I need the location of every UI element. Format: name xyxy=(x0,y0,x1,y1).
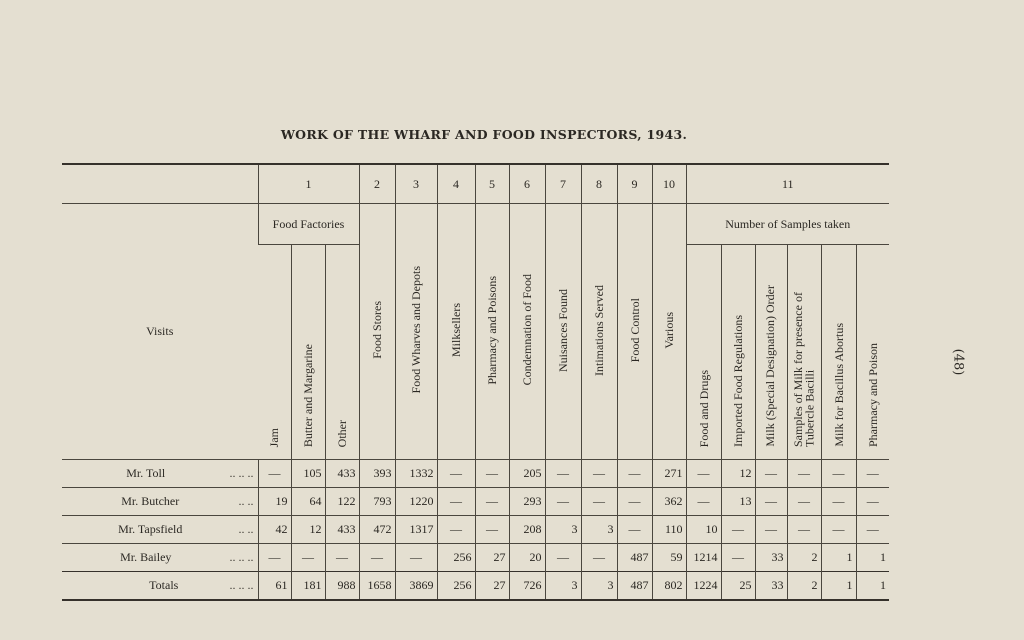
table-cell: — xyxy=(617,516,652,544)
column-header xyxy=(325,245,359,460)
column-header-label: Intimations Served xyxy=(592,284,606,376)
table-row xyxy=(62,460,889,488)
table-cell: 1214 xyxy=(686,544,721,572)
table-cell: — xyxy=(437,516,475,544)
table-cell: — xyxy=(755,516,787,544)
table-cell: — xyxy=(721,544,755,572)
table-cell: 2 xyxy=(787,572,821,601)
table-cell: 12 xyxy=(721,460,755,488)
column-header-label: Condemnation of Food xyxy=(520,274,534,386)
table-cell: — xyxy=(395,544,437,572)
column-number: 1 xyxy=(258,164,359,204)
samples-taken-header: Number of Samples taken xyxy=(686,204,889,245)
table-cell: — xyxy=(258,544,291,572)
column-header xyxy=(787,245,821,460)
table-cell: 472 xyxy=(359,516,395,544)
table-cell: — xyxy=(856,488,889,516)
table-cell: — xyxy=(821,516,856,544)
column-header-label: Food and Drugs xyxy=(696,369,711,447)
table-cell: — xyxy=(545,544,581,572)
table-cell: 13 xyxy=(721,488,755,516)
row-label: Mr. Bailey xyxy=(120,550,172,564)
table-cell: 293 xyxy=(509,488,545,516)
table-cell: — xyxy=(787,516,821,544)
table-cell: 988 xyxy=(325,572,359,601)
table-cell: 1224 xyxy=(686,572,721,601)
table-cell: 12 xyxy=(291,516,325,544)
table-cell: — xyxy=(581,544,617,572)
table-cell: 393 xyxy=(359,460,395,488)
column-number: 7 xyxy=(545,164,581,204)
column-header xyxy=(258,245,291,460)
table-cell: — xyxy=(545,488,581,516)
table-cell: 181 xyxy=(291,572,325,601)
column-header-label: Food Stores xyxy=(370,301,384,359)
table-cell: 433 xyxy=(325,460,359,488)
row-label: Totals xyxy=(149,578,179,592)
table-cell: 1 xyxy=(821,544,856,572)
page-number: (48) xyxy=(950,348,966,376)
table-cell: 487 xyxy=(617,544,652,572)
page-title: WORK OF THE WHARF AND FOOD INSPECTORS, 1943. xyxy=(280,127,688,142)
inspector-name xyxy=(62,544,258,572)
inspector-name xyxy=(62,460,258,488)
table-cell: 27 xyxy=(475,572,509,601)
table-cell: 19 xyxy=(258,488,291,516)
column-header xyxy=(821,245,856,460)
table-cell: 59 xyxy=(652,544,686,572)
food-factories-header: Food Factories xyxy=(258,204,359,245)
totals-row xyxy=(62,572,889,601)
table-cell: 42 xyxy=(258,516,291,544)
table-cell: — xyxy=(291,544,325,572)
table-cell: 122 xyxy=(325,488,359,516)
row-label: Mr. Toll xyxy=(126,466,166,480)
column-number: 11 xyxy=(686,164,889,204)
column-header-label: Nuisances Found xyxy=(556,288,570,372)
table-cell: — xyxy=(821,460,856,488)
table-cell: — xyxy=(581,460,617,488)
column-header xyxy=(509,204,545,460)
leader-dots: .. .. .. xyxy=(229,550,254,564)
column-header-label: Food Control xyxy=(627,297,642,363)
column-header xyxy=(686,245,721,460)
table-cell: 1658 xyxy=(359,572,395,601)
table-cell: 20 xyxy=(509,544,545,572)
column-header xyxy=(755,245,787,460)
column-header-label: Imported Food Regulations xyxy=(731,315,745,447)
column-header-label: Milksellers xyxy=(449,303,463,357)
table-cell: — xyxy=(437,460,475,488)
table-cell: 3869 xyxy=(395,572,437,601)
table-cell: 2 xyxy=(787,544,821,572)
leader-dots: .. .. xyxy=(238,522,254,536)
column-header xyxy=(437,204,475,460)
column-number: 10 xyxy=(652,164,686,204)
visits-header: Visits xyxy=(146,324,174,338)
table-cell: 64 xyxy=(291,488,325,516)
column-header xyxy=(475,204,509,460)
column-header xyxy=(291,245,325,460)
table-cell: — xyxy=(437,488,475,516)
table-cell: — xyxy=(581,488,617,516)
table-cell: 256 xyxy=(437,572,475,601)
leader-dots: .. .. .. xyxy=(229,578,254,592)
inspector-name xyxy=(62,516,258,544)
table-cell: — xyxy=(787,460,821,488)
table-cell: 3 xyxy=(545,572,581,601)
table-cell: — xyxy=(475,488,509,516)
table-body xyxy=(62,460,889,601)
row-label: Mr. Butcher xyxy=(121,494,180,508)
column-header-label: Pharmacy and Poisons xyxy=(485,275,499,385)
inspectors-work-table xyxy=(62,163,889,601)
group-header-row xyxy=(62,204,889,245)
table-cell: — xyxy=(755,488,787,516)
column-header-label: Butter and Margarine xyxy=(301,343,315,447)
table-cell: 1220 xyxy=(395,488,437,516)
table-cell: 802 xyxy=(652,572,686,601)
table-cell: — xyxy=(787,488,821,516)
column-header-label: Jam xyxy=(267,427,282,447)
leader-dots: .. .. xyxy=(238,494,254,508)
table-cell: 726 xyxy=(509,572,545,601)
table-cell: 1317 xyxy=(395,516,437,544)
table-cell: 208 xyxy=(509,516,545,544)
column-header-label: Pharmacy and Poison xyxy=(865,343,880,447)
column-header xyxy=(652,204,686,460)
table-cell: 33 xyxy=(755,544,787,572)
column-number: 2 xyxy=(359,164,395,204)
blank-corner-cell xyxy=(62,164,258,204)
inspector-name xyxy=(62,488,258,516)
inspector-name xyxy=(62,572,258,601)
table-cell: — xyxy=(545,460,581,488)
table-cell: — xyxy=(686,488,721,516)
table-row xyxy=(62,544,889,572)
table-cell: 1 xyxy=(856,572,889,601)
column-number: 8 xyxy=(581,164,617,204)
table-cell: 256 xyxy=(437,544,475,572)
table-cell: — xyxy=(686,460,721,488)
table-cell: — xyxy=(721,516,755,544)
column-number: 6 xyxy=(509,164,545,204)
table-cell: 61 xyxy=(258,572,291,601)
table-row xyxy=(62,488,889,516)
table-cell: — xyxy=(755,460,787,488)
column-number: 4 xyxy=(437,164,475,204)
table-cell: 3 xyxy=(545,516,581,544)
table-cell: 25 xyxy=(721,572,755,601)
column-header-label: Various xyxy=(662,311,676,349)
table-cell: 433 xyxy=(325,516,359,544)
table-cell: — xyxy=(617,460,652,488)
column-header xyxy=(581,204,617,460)
table-cell: 487 xyxy=(617,572,652,601)
table-cell: 362 xyxy=(652,488,686,516)
column-header xyxy=(617,204,652,460)
table-cell: — xyxy=(856,516,889,544)
column-header xyxy=(721,245,755,460)
table-cell: 1 xyxy=(856,544,889,572)
row-label: Mr. Tapsfield xyxy=(118,522,183,536)
table-cell: — xyxy=(856,460,889,488)
table-cell: — xyxy=(258,460,291,488)
column-header-label: Samples of Milk for presence of Tubercle Bacilli xyxy=(790,292,816,447)
column-header-label: Food Wharves and Depots xyxy=(409,266,423,394)
table-cell: — xyxy=(617,488,652,516)
table-cell: — xyxy=(325,544,359,572)
table-cell: 3 xyxy=(581,572,617,601)
table-cell: 110 xyxy=(652,516,686,544)
leader-dots: .. .. .. xyxy=(229,466,254,480)
column-header-label: Milk (Special Designation) Order xyxy=(763,285,778,447)
column-header-label: Other xyxy=(335,419,349,447)
table-cell: 1332 xyxy=(395,460,437,488)
table-cell: 1 xyxy=(821,572,856,601)
column-header xyxy=(359,204,395,460)
column-number: 3 xyxy=(395,164,437,204)
table-cell: 10 xyxy=(686,516,721,544)
table-cell: — xyxy=(475,460,509,488)
column-header xyxy=(395,204,437,460)
table-cell: 105 xyxy=(291,460,325,488)
column-header-label: Milk for Bacillus Abortus xyxy=(831,323,846,447)
table-row xyxy=(62,516,889,544)
table-cell: 27 xyxy=(475,544,509,572)
column-number: 5 xyxy=(475,164,509,204)
table-cell: 33 xyxy=(755,572,787,601)
table-cell: — xyxy=(475,516,509,544)
table-cell: 793 xyxy=(359,488,395,516)
column-header xyxy=(545,204,581,460)
column-header xyxy=(856,245,889,460)
table-cell: 271 xyxy=(652,460,686,488)
table-cell: 3 xyxy=(581,516,617,544)
table-cell: 205 xyxy=(509,460,545,488)
column-number: 9 xyxy=(617,164,652,204)
table-cell: — xyxy=(821,488,856,516)
table-cell: — xyxy=(359,544,395,572)
column-number-row xyxy=(62,164,889,204)
